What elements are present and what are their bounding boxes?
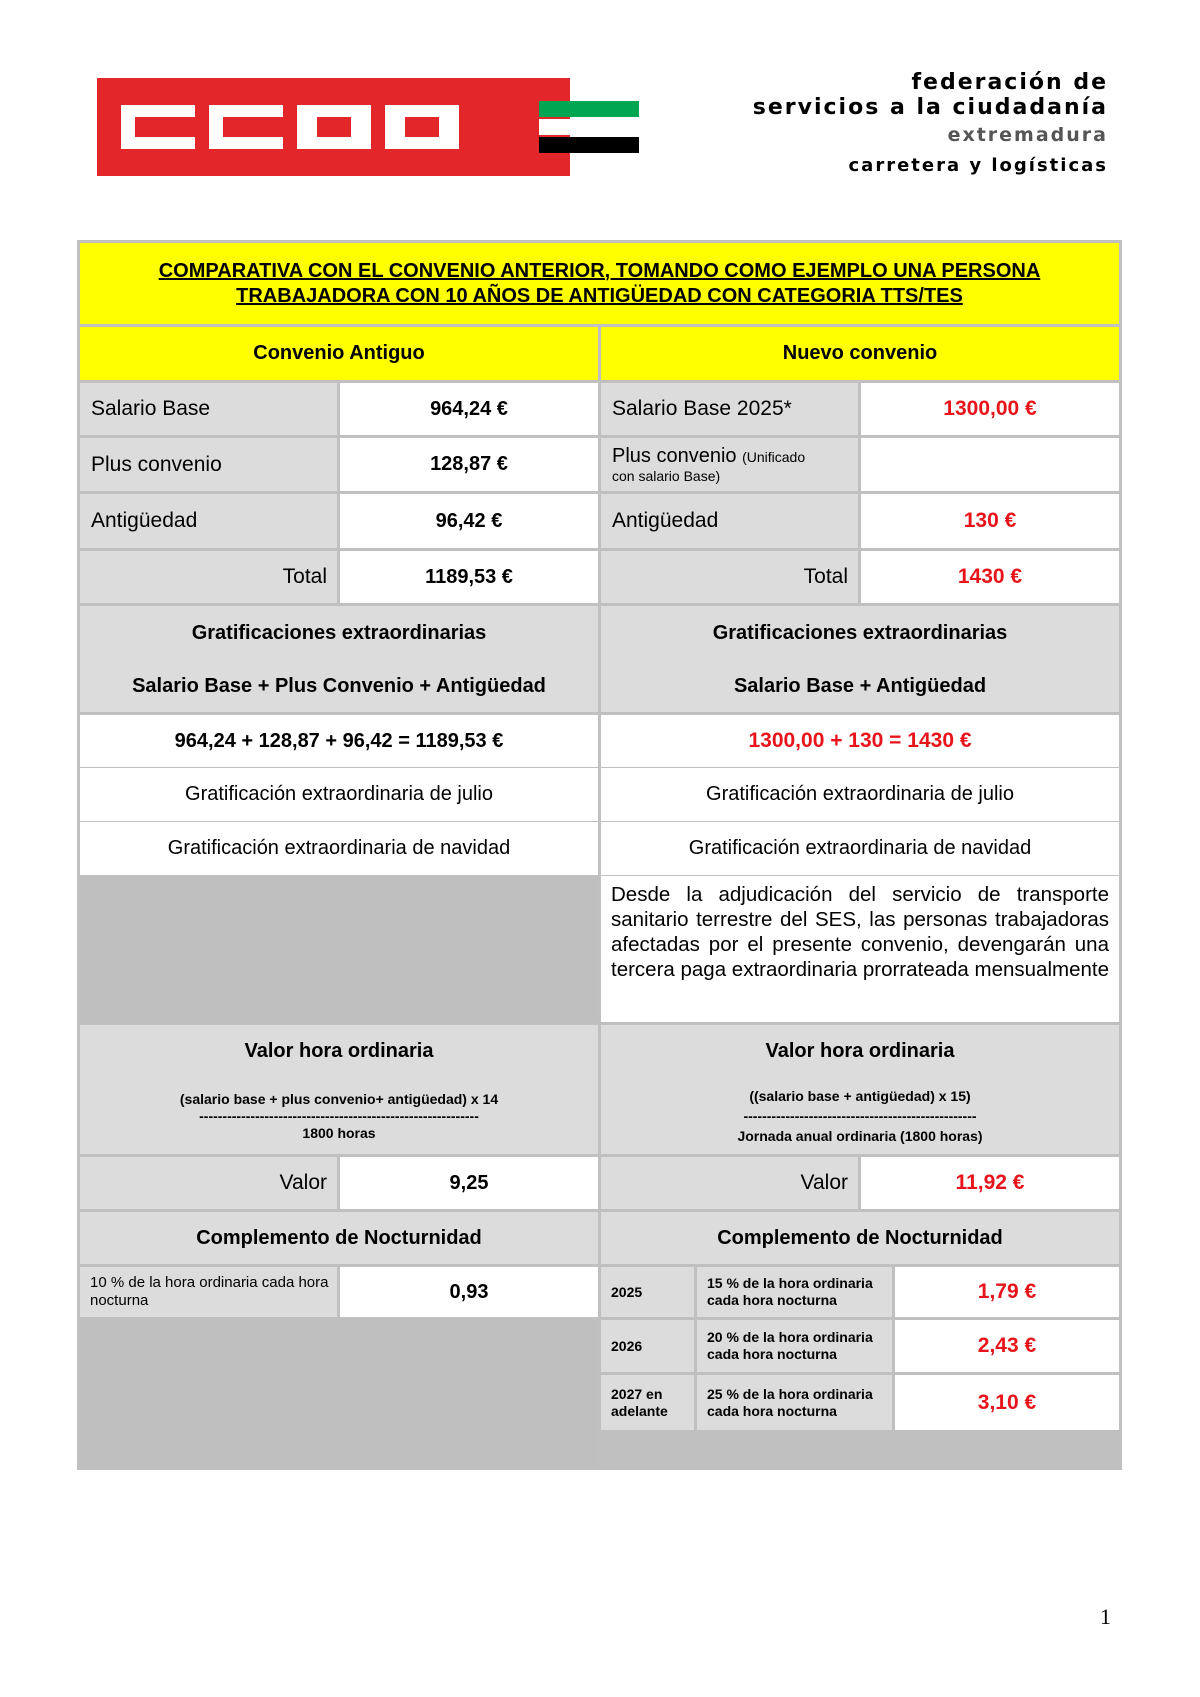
old-grat-formula: 964,24 + 128,87 + 96,42 = 1189,53 € [80, 715, 598, 767]
extremadura-flag-icon [539, 101, 639, 153]
old-grat-navidad: Gratificación extraordinaria de navidad [80, 822, 598, 875]
old-valor-value: 9,25 [340, 1157, 598, 1209]
new-hora-title: Valor hora ordinaria [601, 1025, 1119, 1077]
new-grat-navidad: Gratificación extraordinaria de navidad [601, 822, 1119, 875]
new-antig-value: 130 € [861, 494, 1119, 548]
new-plus-label: Plus convenio [612, 444, 737, 467]
page-number: 1 [1100, 1604, 1111, 1629]
new-noct-year-2: 2026 [601, 1320, 694, 1372]
old-hora-formula-line2: ------------------------------------------------------------ [199, 1107, 479, 1124]
org-line-sector: carretera y logísticas [848, 155, 1108, 176]
old-valor-label: Valor [80, 1157, 337, 1209]
new-noct-value-3: 3,10 € [895, 1375, 1119, 1430]
new-total-value: 1430 € [861, 551, 1119, 603]
new-noct-desc-1b: cada hora nocturna [707, 1292, 837, 1308]
old-plus-label: Plus convenio [80, 438, 337, 491]
new-hora-formula-line3: Jornada anual ordinaria (1800 horas) [737, 1127, 983, 1144]
old-total-label: Total [80, 551, 337, 603]
table-title-line1: COMPARATIVA CON EL CONVENIO ANTERIOR, TOMANDO COMO EJEMPLO UNA PERSONA [158, 259, 1041, 282]
new-noct-desc-1a: 15 % de la hora ordinaria [707, 1275, 873, 1291]
new-grat-formula-title: Salario Base + Antigüedad [601, 660, 1119, 712]
table-title-line2: TRABAJADORA CON 10 AÑOS DE ANTIGÜEDAD CON CATEGORIA TTS/TES [236, 284, 963, 307]
org-line-region: extremadura [947, 124, 1108, 146]
new-plus-note-a: (Unificado [742, 448, 806, 465]
new-salario-label: Salario Base 2025* [601, 383, 858, 435]
new-hora-formula-line1: ((salario base + antigüedad) x 15) [749, 1087, 971, 1104]
new-plus-label-cell [601, 438, 858, 491]
new-noct-desc-2a: 20 % de la hora ordinaria [707, 1329, 873, 1345]
new-noct-desc-3b: cada hora nocturna [707, 1402, 837, 1419]
old-empty-cell [80, 876, 598, 1022]
logo-letter-o2 [385, 105, 459, 149]
new-noct-value-1: 1,79 € [895, 1267, 1119, 1317]
new-salario-value: 1300,00 € [861, 383, 1119, 435]
org-line-federacion: federación de [911, 70, 1108, 95]
ccoo-logo [97, 78, 570, 176]
logo-letter-c1 [121, 105, 195, 149]
new-noct-title: Complemento de Nocturnidad [601, 1212, 1119, 1264]
old-noct-value: 0,93 [340, 1267, 598, 1317]
logo-letter-o1 [297, 105, 371, 149]
comparison-table [77, 240, 1122, 1470]
new-noct-desc-3a: 25 % de la hora ordinaria [707, 1385, 873, 1402]
old-antig-label: Antigüedad [80, 494, 337, 548]
new-noct-desc-3 [697, 1375, 892, 1430]
new-valor-label: Valor [601, 1157, 858, 1209]
new-noct-year-3: 2027 en adelante [601, 1375, 694, 1430]
old-noct-title: Complemento de Nocturnidad [80, 1212, 598, 1264]
new-tercera-paga: Desde la adjudicación del servicio de transporte sanitario terrestre del SES, las personas trabajadoras afectadas por el presente convenio, devengarán una tercera paga extraordinaria prorrateada mensualmente [601, 876, 1119, 1022]
old-noct-desc: 10 % de la hora ordinaria cada hora nocturna [80, 1267, 337, 1317]
new-hora-formula-line2: -------------------------------------------------- [743, 1107, 977, 1124]
new-total-label: Total [601, 551, 858, 603]
old-antig-value: 96,42 € [340, 494, 598, 548]
old-hora-title: Valor hora ordinaria [80, 1025, 598, 1077]
new-noct-desc-2b: cada hora nocturna [707, 1346, 837, 1362]
old-noct-empty [80, 1320, 598, 1467]
new-noct-year-1: 2025 [601, 1267, 694, 1317]
old-hora-formula [80, 1077, 598, 1154]
new-grat-title: Gratificaciones extraordinarias [601, 606, 1119, 660]
new-plus-value-empty [861, 438, 1119, 491]
header-nuevo-convenio: Nuevo convenio [601, 327, 1119, 380]
table-title [80, 243, 1119, 324]
new-grat-julio: Gratificación extraordinaria de julio [601, 768, 1119, 821]
new-noct-desc-1 [697, 1267, 892, 1317]
old-total-value: 1189,53 € [340, 551, 598, 603]
header-convenio-antiguo: Convenio Antiguo [80, 327, 598, 380]
new-grat-formula: 1300,00 + 130 = 1430 € [601, 715, 1119, 767]
new-noct-value-2: 2,43 € [895, 1320, 1119, 1372]
old-grat-julio: Gratificación extraordinaria de julio [80, 768, 598, 821]
old-hora-formula-line1: (salario base + plus convenio+ antigüedad) x 14 [179, 1090, 499, 1107]
new-noct-desc-2 [697, 1320, 892, 1372]
old-grat-formula-title: Salario Base + Plus Convenio + Antigüedad [80, 660, 598, 712]
old-plus-value: 128,87 € [340, 438, 598, 491]
org-line-servicios: servicios a la ciudadanía [752, 95, 1108, 120]
old-salario-value: 964,24 € [340, 383, 598, 435]
new-valor-value: 11,92 € [861, 1157, 1119, 1209]
new-plus-note-b: con salario Base) [612, 467, 721, 484]
old-salario-label: Salario Base [80, 383, 337, 435]
logo-letter-c2 [209, 105, 283, 149]
new-antig-label: Antigüedad [601, 494, 858, 548]
new-hora-formula [601, 1077, 1119, 1154]
old-hora-formula-line3: 1800 horas [302, 1124, 376, 1141]
old-grat-title: Gratificaciones extraordinarias [80, 606, 598, 660]
